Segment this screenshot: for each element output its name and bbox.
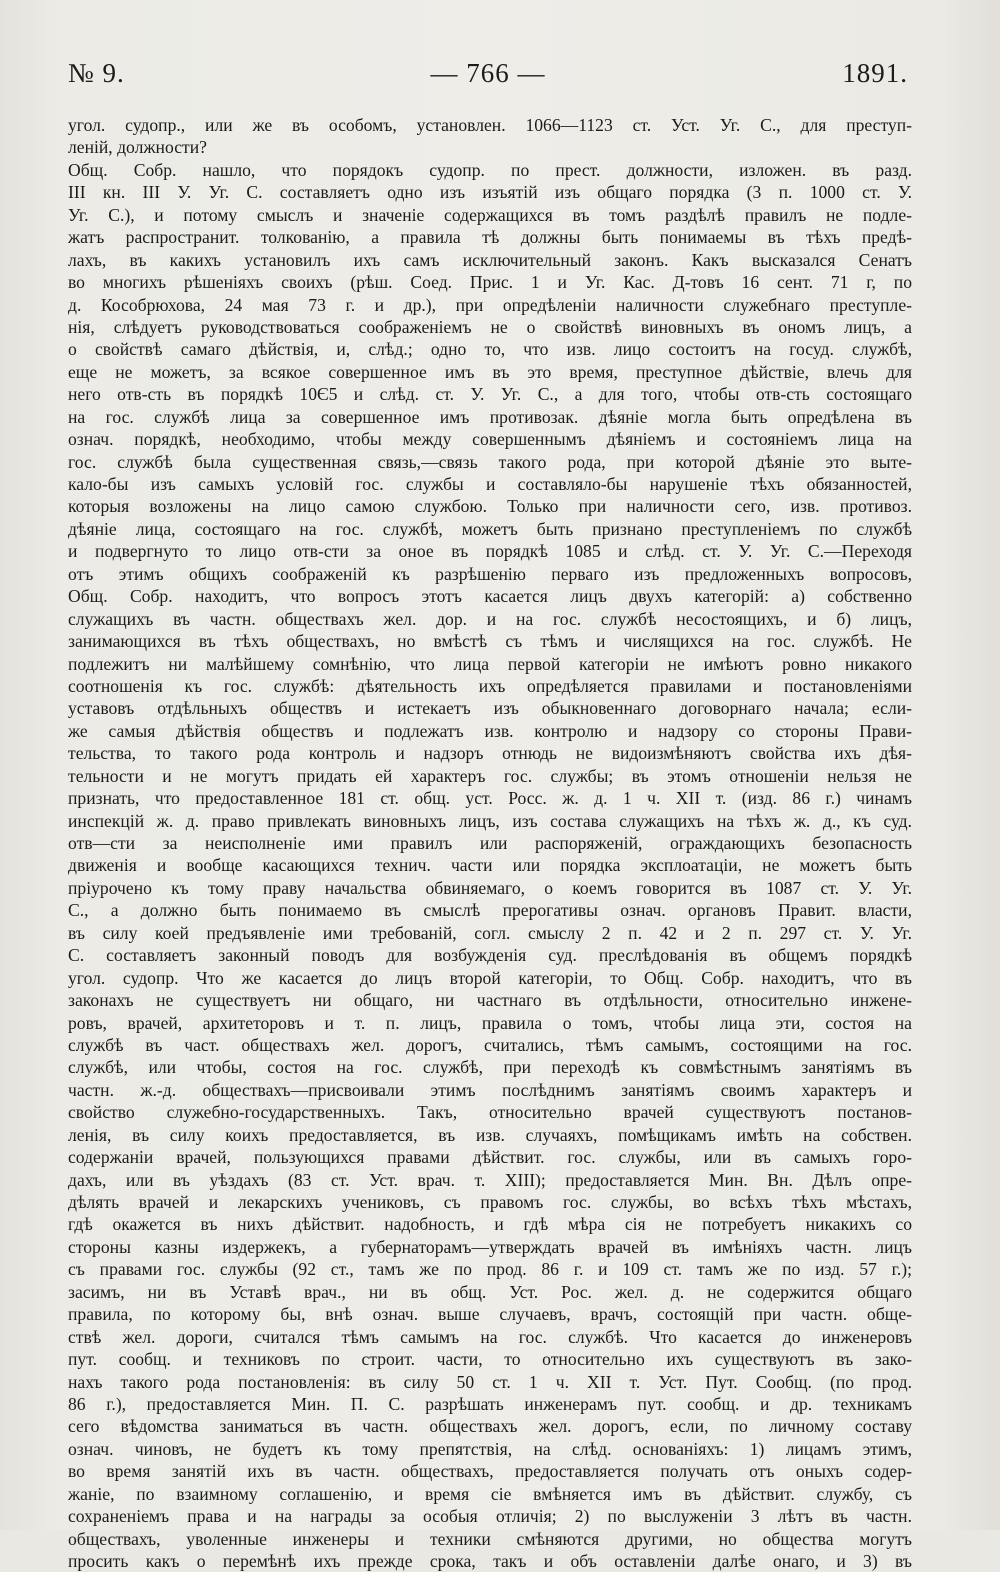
text-line: ровъ, врачей, архитеторовъ и т. п. лицъ, правила о томъ, чтобы лица эти, состоя на <box>68 1012 912 1033</box>
text-line: дѣяніе лица, состоящаго на гос. службѣ, можетъ быть признано преступленіемъ по службѣ <box>68 518 912 539</box>
text-line: еще не можетъ, за всякое совершенное имъ въ это время, преступное дѣйствіе, влечь для <box>68 361 912 382</box>
text-line: лахъ, въ какихъ установилъ ихъ самъ исключительный законъ. Какъ высказался Сенатъ <box>68 249 912 270</box>
text-line: въ силу коей предъявленіе ими требованій, согл. смыслу 2 п. 42 и 2 п. 297 ст. У. Уг. <box>68 922 912 943</box>
text-line: жаніе, по взаимному соглашенію, и время сіе вмѣняется имъ въ дѣйствит. службу, съ <box>68 1483 912 1504</box>
text-line: гдѣ окажется въ нихъ дѣйствит. надобность, и гдѣ мѣра сія не потребуетъ никакихъ со <box>68 1214 912 1235</box>
text-line: Уг. С.), и потому смыслъ и значеніе содержащихся въ томъ раздѣлѣ правилъ не подле- <box>68 204 912 225</box>
text-line: Общ. Собр. находитъ, что вопросъ этотъ касается лицъ двухъ категорій: а) собственно <box>68 586 912 607</box>
text-line: дѣлять врачей и лекарскихъ учениковъ, съ правомъ гос. службы, во всѣхъ тѣхъ мѣстахъ, <box>68 1192 912 1212</box>
issue-number: № 9. <box>68 58 125 88</box>
page-header <box>68 58 908 98</box>
text-line: д. Кособрюхова, 24 мая 73 г. и др.), при опредѣленіи наличности служебнаго преступле- <box>68 294 912 315</box>
text-line: III кн. III У. Уг. С. составляетъ одно изъ изъятій изъ общаго порядка (3 п. 1000 ст. У. <box>68 182 912 203</box>
text-line: него отв-сть въ порядкѣ 10Є5 и слѣд. ст. У. Уг. С., а для того, чтобы отв-сть состоящаго <box>68 384 912 405</box>
text-line: леній, должности? <box>68 137 207 158</box>
text-line: отв—сти за неисполненіе ими правилъ или распоряженій, ограждающихъ безопасность <box>68 833 912 853</box>
page-number: — 766 — <box>430 58 546 88</box>
text-line: служащихъ въ частн. обществахъ жел. дор. и на гос. службѣ несостоящихъ, и б) лицъ, <box>68 608 912 629</box>
text-line: и подвергнуто то лицо отв-сти за оное въ порядкѣ 1085 и слѣд. ст. У. Уг. С.—Переходя <box>68 541 912 562</box>
text-line: угол. судопр. Что же касается до лицъ второй категоріи, то Общ. Собр. находитъ, что въ <box>68 967 912 988</box>
text-line: уставовъ отдѣльныхъ обществъ и истекаетъ изъ обыкновеннаго договорнаго начала; если- <box>68 698 912 719</box>
text-line: 86 г.), предоставляется Мин. П. С. разрѣшать инженерамъ пут. сообщ. и др. техникамъ <box>68 1393 912 1414</box>
text-line: засимъ, ни въ Уставѣ врач., ни въ общ. Уст. Рос. жел. д. не содержится общаго <box>68 1281 912 1302</box>
text-line: свойство служебно-государственныхъ. Такъ, относительно врачей существуютъ постанов- <box>68 1102 912 1123</box>
text-line: содержаніи врачей, пользующихся правами дѣйствит. гос. службы, или въ самыхъ горо- <box>68 1147 912 1168</box>
text-line: означ. чиновъ, не будетъ къ тому препятствія, на слѣд. основаніяхъ: 1) лицамъ этимъ, <box>68 1438 912 1459</box>
text-line: просить какъ о перемѣнѣ ихъ прежде срока, такъ и объ оставленіи далѣе онаго, и 3) въ <box>68 1551 912 1571</box>
text-line: во многихъ рѣшеніяхъ своихъ (рѣш. Соед. Прис. 1 и Уг. Кас. Д-товъ 16 сент. 71 г, по <box>68 272 912 293</box>
text-line: съ правами гос. службы (92 ст., тамъ же по прод. 86 г. и 109 ст. тамъ же по изд. 57 г.); <box>68 1259 912 1280</box>
text-line: сего вѣдомства заниматься въ частн. обществахъ жел. дорогъ, если, по личному составу <box>68 1416 912 1437</box>
text-line: кало-бы изъ самыхъ условій гос. службы и составляло-бы нарушеніе тѣхъ обязанностей, <box>68 474 912 494</box>
text-line: службѣ въ част. обществахъ жел. дорогъ, считались, тѣмъ самымъ, состоящими на гос. <box>68 1034 912 1055</box>
text-line: ленія, въ силу коихъ предоставляется, въ изв. случаяхъ, помѣщикамъ имѣть на собствен. <box>68 1124 912 1145</box>
text-line: гос. службѣ была существенная связь,—связь такого рода, при которой дѣяніе это выте- <box>68 451 912 472</box>
text-line: С. составляетъ законный поводъ для возбужденія суд. преслѣдованія въ общемъ порядкѣ <box>68 945 912 966</box>
text-line: дахъ, или въ уѣздахъ (83 ст. Уст. врач. т. XIII); предоставляется Мин. Вн. Дѣлъ опре- <box>68 1169 912 1190</box>
text-line: стороны казны издержекъ, а губернаторамъ—утверждать врачей въ имѣніяхъ частн. лицъ <box>68 1236 912 1257</box>
text-line: тельности и не могутъ придать ей характеръ гос. службы; въ этомъ отношеніи нельзя не <box>68 765 912 786</box>
text-line: частн. ж.-д. обществахъ—присвоивали этимъ послѣднимъ занятіямъ своимъ характеръ и <box>68 1079 912 1100</box>
text-line: пріурочено къ тому праву начальства обвиняемаго, о коемъ говорится въ 1087 ст. У. Уг. <box>68 877 912 898</box>
text-line: о свойствѣ самаго дѣйствія, и, слѣд.; одно то, что изв. лицо состоитъ на госуд. службѣ, <box>68 339 912 360</box>
text-line: ствѣ жел. дороги, считался тѣмъ самымъ на гос. службѣ. Что касается до инженеровъ <box>68 1326 912 1347</box>
text-line: подлежитъ ни малѣйшему сомнѣнію, что лица первой категоріи не имѣютъ ровно никакого <box>68 653 912 674</box>
text-line: тельства, то такого рода контроль и надзоръ отнюдь не видоизмѣняютъ свойства ихъ дѣя- <box>68 743 912 764</box>
text-line: службѣ, или чтобы, состоя на гос. службѣ, при переходѣ къ совмѣстнымъ занятіямъ въ <box>68 1057 912 1078</box>
text-line: отъ этимъ общихъ соображеній къ разрѣшенію перваго изъ предложенныхъ вопросовъ, <box>68 563 912 584</box>
text-line: нахъ такого рода постановленія: въ силу 50 ст. 1 ч. XII т. Уст. Пут. Сообщ. (по прод. <box>68 1371 912 1392</box>
text-line: соотношенія къ гос. службѣ: дѣятельность ихъ опредѣляется правилами и постановленіями <box>68 675 912 696</box>
text-line: же самыя дѣйствія обществъ и подлежатъ изв. контролю и надзору со стороны Прави- <box>68 720 912 741</box>
text-line: во время занятій ихъ въ частн. обществахъ, предоставляется получать отъ оныхъ содер- <box>68 1461 912 1482</box>
text-line: движенія и вообще касающихся технич. части или порядка эксплоатаціи, не можетъ быть <box>68 855 912 876</box>
text-line: инспекцій ж. д. право привлекать виновныхъ лицъ, изъ состава служащихъ на тѣхъ ж. д., къ суд. <box>68 810 912 831</box>
body-text <box>68 114 912 1572</box>
text-line: законахъ не существуетъ ни общаго, ни частнаго въ отдѣльности, относительно инжене- <box>68 990 912 1011</box>
text-line: занимающихся въ тѣхъ обществахъ, но вмѣстѣ съ тѣмъ и числящихся на гос. службѣ. Не <box>68 631 912 652</box>
text-line: пут. сообщ. и техниковъ по строит. части, то относительно ихъ существуютъ въ зако- <box>68 1349 912 1370</box>
text-line: Общ. Собр. нашло, что порядокъ судопр. по прест. должности, изложен. въ разд. <box>68 159 912 180</box>
text-line: С., а должно быть понимаемо въ смыслѣ прерогативы означ. органовъ Правит. власти, <box>68 900 912 921</box>
text-line: сохраненіемъ права и на награды за особыя отличія; 2) по выслуженіи 3 лѣтъ въ частн. <box>68 1506 912 1527</box>
text-line: признать, что предоставленное 181 ст. общ. уст. Росс. ж. д. 1 ч. XII т. (изд. 86 г.) чинамъ <box>68 788 912 809</box>
year: 1891. <box>842 58 908 88</box>
text-line: угол. судопр., или же въ особомъ, установлен. 1066—1123 ст. Уст. Уг. С., для преступ- <box>68 115 912 135</box>
text-line: на гос. службѣ лица за совершенное имъ противозак. дѣяніе могла быть опредѣлена въ <box>68 406 912 427</box>
text-line: обществахъ, уволенные инженеры и техники смѣняются другими, но общества могутъ <box>68 1528 912 1549</box>
text-line: означ. порядкѣ, необходимо, чтобы между совершеннымъ дѣяніемъ и состояніемъ лица на <box>68 429 912 450</box>
text-line: правила, по которому бы, внѣ означ. выше случаевъ, врачъ, состоящій при частн. обще- <box>68 1304 912 1325</box>
text-line: которыя возложены на лицо самою службою. Только при наличности сего, изв. противоз. <box>68 496 912 517</box>
text-line: нія, слѣдуетъ руководствоваться соображеніемъ не о свойствѣ виновныхъ въ ономъ лицъ, а <box>68 316 912 337</box>
text-line: жатъ распространит. толкованію, а правила тѣ должны быть понимаемы въ тѣхъ предѣ- <box>68 227 912 248</box>
